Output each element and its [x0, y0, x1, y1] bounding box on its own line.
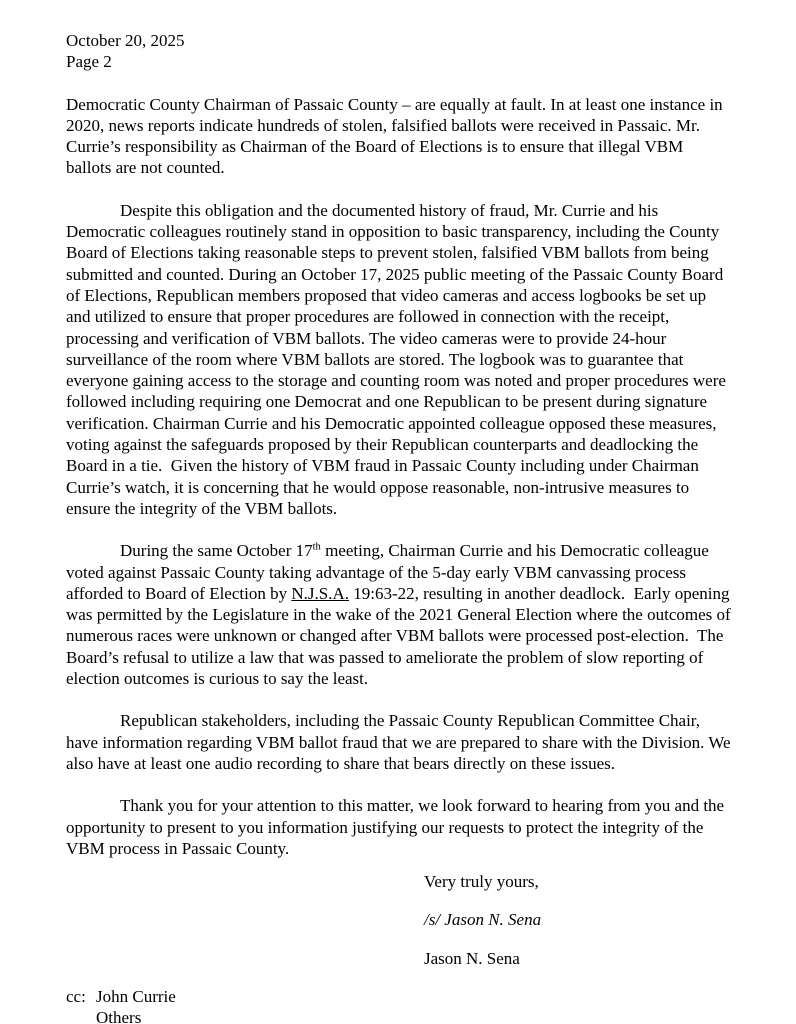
- paragraph-segment: meeting, Chairman Currie and his Democratic colleague voted against Passaic County taking advantage of the 5-day early VBM canvassing process afforded to Board of Election by: [66, 541, 714, 603]
- paragraph-text: Republican stakeholders, including the Passaic County Republican Committee Chair, have information regarding VBM ballot fraud that we are prepared to share with the Division. We also have at least one audio recording to share that bears directly on these issues.: [66, 711, 735, 773]
- paragraph-canvassing: [66, 540, 735, 689]
- ordinal-superscript: th: [312, 541, 321, 553]
- statute-citation: N.J.S.A.: [291, 583, 349, 603]
- cc-names: [96, 986, 176, 1024]
- letter-header: [66, 30, 732, 73]
- cc-label: cc:: [66, 986, 86, 1006]
- paragraph-segment: During the same October 17: [120, 541, 313, 561]
- cc-name: John Currie: [96, 986, 176, 1006]
- signature-block: [424, 871, 732, 969]
- typed-name: Jason N. Sena: [424, 948, 520, 968]
- paragraph-segment: 19:63-22, resulting in another deadlock. Early opening was permitted by the Legislature in the wake of the 2021 General Election where the outcomes of numerous races were unknown or changed after VBM ballots were processed post-election. The Board’s refusal to utilize a law that was passed to ameliorate the problem of slow reporting of election outcomes is curious to say the least.: [66, 583, 735, 689]
- paragraph-continuation: [66, 94, 732, 179]
- page-number: Page 2: [66, 52, 112, 72]
- paragraph-text: Democratic County Chairman of Passaic County – are equally at fault. In at least one instance in 2020, news reports indicate hundreds of stolen, falsified ballots were received in Passaic. Mr. Currie’s responsibility as Chairman of the Board of Elections is to ensure that illegal VBM ballots are not counted.: [66, 94, 727, 178]
- signature-line: /s/ Jason N. Sena: [424, 910, 542, 930]
- paragraph-stakeholders: [66, 710, 735, 774]
- paragraph-text: Despite this obligation and the documented history of fraud, Mr. Currie and his Democratic colleagues routinely stand in opposition to basic transparency, including the County Board of Elections taking reasonable steps to prevent stolen, falsified VBM ballots from being submitted and counted. During an October 17, 2025 public meeting of the Passaic County Board of Elections, Republican members proposed that video cameras and access logbooks be set up and utilized to ensure that proper procedures are followed in connection with the receipt, processing and verification of VBM ballots. The video cameras were to provide 24-hour surveillance of the room where VBM ballots are stored. The logbook was to guarantee that everyone gaining access to the storage and counting room was noted and proper procedures were followed including requiring one Democrat and one Republican to be present during signature verification. Chairman Currie and his Democratic appointed colleague opposed these measures, voting against the safeguards proposed by their Republican counterparts and deadlocking the Board in a tie. Given the history of VBM fraud in Passaic County including under Chairman Currie’s watch, it is concerning that he would oppose reasonable, non-intrusive measures to ensure the integrity of the VBM ballots.: [66, 200, 731, 518]
- paragraph-thankyou: [66, 795, 732, 859]
- paragraph-text: Thank you for your attention to this matter, we look forward to hearing from you and the opportunity to present to you information justifying our requests to protect the integrity of the VBM process in Passaic County.: [66, 796, 729, 858]
- cc-block: [66, 986, 732, 1024]
- paragraph-transparency: [66, 200, 732, 519]
- letter-date: October 20, 2025: [66, 31, 185, 50]
- closing-line: Very truly yours,: [424, 872, 539, 892]
- cc-name: Others: [96, 1008, 142, 1024]
